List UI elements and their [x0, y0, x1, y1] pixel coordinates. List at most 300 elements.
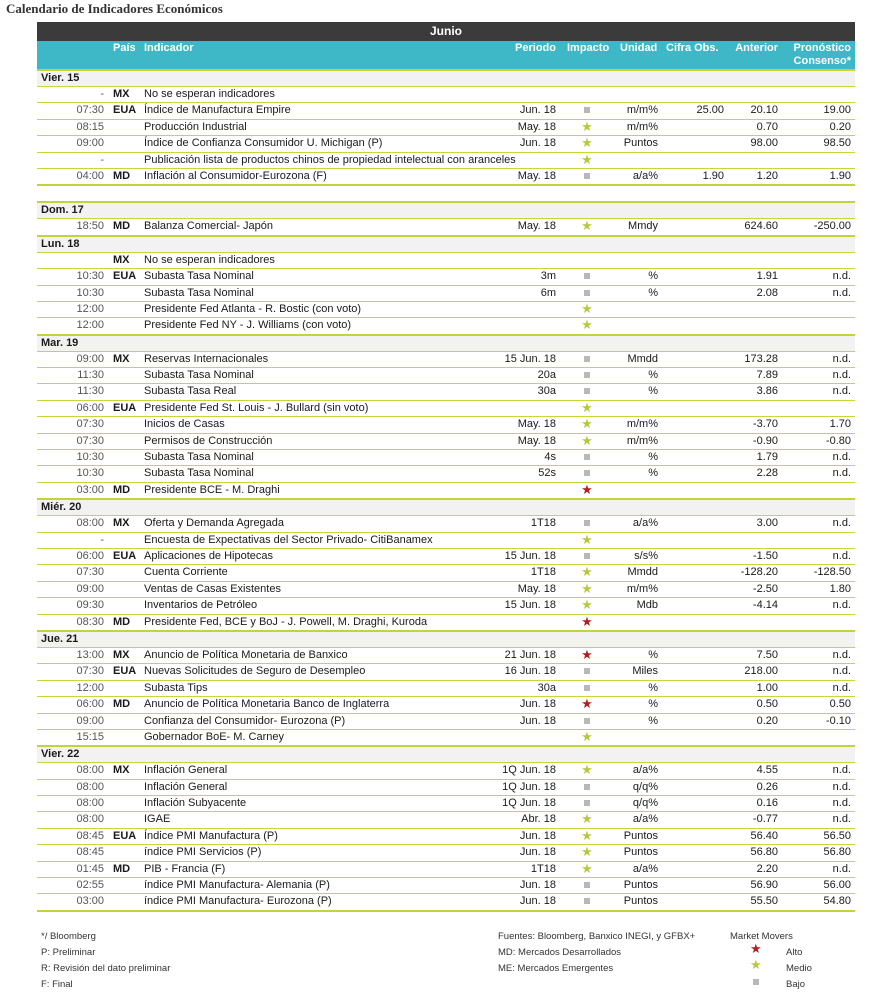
indicator-cell: Presidente BCE - M. Draghi	[144, 483, 280, 496]
time-cell: 11:30	[77, 369, 104, 382]
previous-cell: 0.70	[756, 120, 778, 133]
unit-cell: %	[648, 648, 658, 661]
table-row	[37, 383, 855, 399]
table-row	[37, 515, 855, 531]
col-pais: País	[113, 42, 136, 54]
indicator-cell: Índice PMI Manufactura (P)	[144, 829, 278, 842]
note-final: F: Final	[41, 979, 73, 990]
red-star-icon: ★	[581, 646, 593, 662]
period-cell: May. 18	[517, 220, 556, 233]
time-cell: 07:30	[76, 566, 104, 579]
unit-cell: %	[648, 270, 658, 283]
gray-square-icon	[584, 800, 590, 806]
period-cell: 52s	[538, 467, 556, 480]
period-cell: 15 Jun. 18	[504, 549, 556, 562]
unit-cell: Puntos	[623, 879, 658, 892]
time-cell: 06:00	[76, 698, 104, 711]
table-row	[37, 532, 855, 548]
country-cell: MD	[113, 169, 131, 182]
unit-cell: %	[648, 698, 658, 711]
green-star-icon: ★	[581, 135, 593, 151]
impact-cell	[579, 319, 595, 333]
unit-cell: Puntos	[623, 895, 658, 908]
time-cell: 06:00	[76, 549, 104, 562]
country-cell: MD	[113, 220, 131, 233]
green-star-icon: ★	[581, 218, 593, 234]
day-header	[37, 630, 855, 647]
impact-cell	[579, 399, 595, 416]
table-row	[37, 317, 855, 333]
previous-cell: 7.89	[756, 369, 778, 382]
previous-cell: -1.50	[752, 549, 778, 562]
forecast-cell: n.d.	[832, 862, 851, 875]
forecast-cell: 0.50	[829, 698, 851, 711]
country-cell: MD	[113, 483, 131, 496]
time-cell: 08:00	[76, 813, 104, 826]
country-cell: EUA	[113, 270, 137, 283]
gray-square-icon	[584, 520, 590, 526]
impact-cell	[579, 846, 595, 860]
gray-square-icon	[584, 173, 590, 179]
time-cell: 07:30	[76, 418, 104, 431]
impact-cell	[579, 481, 595, 498]
forecast-cell: 0.20	[829, 120, 851, 133]
table-row	[37, 795, 855, 811]
gray-square-icon	[584, 107, 590, 113]
unit-cell: a/a%	[632, 764, 658, 777]
impact-cell	[579, 137, 595, 151]
time-cell: 09:00	[76, 582, 104, 595]
green-star-icon: ★	[581, 860, 593, 876]
previous-cell: 2.20	[756, 862, 778, 875]
col-impacto: Impacto	[567, 42, 610, 54]
time-cell: 01:45	[76, 862, 104, 875]
indicator-cell: índice PMI Servicios (P)	[144, 846, 262, 859]
forecast-cell: n.d.	[832, 813, 851, 826]
previous-cell: 0.16	[756, 797, 778, 810]
time-cell: 10:30	[76, 270, 104, 283]
period-cell: May. 18	[517, 120, 556, 133]
impact-cell	[579, 300, 595, 317]
period-cell: 1Q Jun. 18	[502, 797, 556, 810]
indicator-cell: Oferta y Demanda Agregada	[144, 517, 285, 530]
indicator-cell: No se esperan indicadores	[144, 88, 275, 100]
period-cell: 30a	[537, 681, 556, 694]
col-indicador: Indicador	[144, 42, 194, 54]
period-cell: 15 Jun. 18	[504, 352, 556, 365]
time-cell: 10:30	[76, 286, 104, 299]
impact-cell	[579, 879, 595, 892]
period-cell: May. 18	[517, 582, 556, 595]
forecast-cell: n.d.	[832, 385, 851, 398]
day-label: Jue. 21	[41, 632, 79, 645]
period-cell: May. 18	[517, 434, 556, 447]
time-cell: 03:00	[76, 895, 104, 908]
indicator-cell: Cuenta Corriente	[144, 566, 228, 579]
table-row	[37, 252, 855, 268]
forecast-cell: n.d.	[832, 599, 851, 612]
day-header	[37, 745, 855, 762]
table-row	[37, 597, 855, 613]
table-row	[37, 680, 855, 696]
time-cell: 07:30	[76, 104, 104, 117]
day-header	[37, 334, 855, 351]
previous-cell: 3.86	[756, 385, 778, 398]
day-label: Dom. 17	[41, 204, 84, 217]
impact-cell	[579, 781, 595, 794]
country-cell: MX	[113, 648, 130, 661]
gray-square-icon	[584, 668, 590, 674]
page-title: Calendario de Indicadores Económicos	[6, 1, 223, 16]
time-cell: 10:30	[76, 451, 104, 464]
table-row	[37, 86, 855, 102]
forecast-cell: n.d.	[832, 797, 851, 810]
green-star-icon: ★	[581, 118, 593, 134]
impact-cell	[579, 797, 595, 810]
impact-cell	[579, 118, 595, 135]
time-cell: 12:00	[76, 681, 104, 694]
forecast-cell: n.d.	[832, 517, 851, 530]
previous-cell: -2.50	[752, 582, 778, 595]
green-star-icon: ★	[581, 597, 593, 613]
gray-square-icon	[584, 470, 590, 476]
table-row	[37, 433, 855, 449]
previous-cell: 218.00	[744, 665, 778, 678]
red-star-icon: ★	[581, 613, 593, 629]
table-row	[37, 367, 855, 383]
previous-cell: 2.08	[756, 286, 778, 299]
previous-cell: 2.28	[756, 467, 778, 480]
table-row	[37, 218, 855, 234]
previous-cell: 0.50	[756, 698, 778, 711]
green-star-icon: ★	[581, 728, 593, 744]
impact-cell	[579, 517, 595, 530]
forecast-cell: 19.00	[823, 104, 851, 117]
green-star-icon: ★	[581, 317, 593, 333]
unit-cell: m/m%	[626, 120, 658, 133]
indicator-cell: Ventas de Casas Existentes	[144, 582, 281, 595]
green-star-icon: ★	[581, 432, 593, 448]
forecast-cell: n.d.	[832, 764, 851, 777]
indicator-cell: índice PMI Manufactura- Eurozona (P)	[144, 895, 332, 908]
table-row	[37, 400, 855, 416]
legend-title: Market Movers	[730, 931, 793, 942]
indicator-cell: Presidente Fed NY - J. Williams (con voto)	[144, 319, 352, 332]
table-row	[37, 301, 855, 317]
time-cell: 09:30	[76, 599, 104, 612]
indicator-cell: Presidente Fed St. Louis - J. Bullard (sin voto)	[144, 401, 369, 414]
gray-square-icon	[584, 685, 590, 691]
time-cell: 03:00	[76, 483, 104, 496]
observed-cell: 25.00	[696, 104, 724, 117]
impact-cell	[579, 550, 595, 563]
section-spacer	[37, 184, 855, 201]
impact-cell	[579, 287, 595, 300]
forecast-cell: n.d.	[832, 352, 851, 365]
previous-cell: -4.14	[752, 599, 778, 612]
impact-cell	[579, 220, 595, 234]
gray-square-icon	[584, 290, 590, 296]
forecast-cell: 54.80	[823, 895, 851, 908]
indicator-cell: Nuevas Solicitudes de Seguro de Desempleo	[144, 665, 366, 678]
indicator-cell: Subasta Tasa Nominal	[144, 369, 254, 382]
period-cell: 1T18	[530, 517, 556, 530]
unit-cell: %	[648, 369, 658, 382]
time-cell: 08:45	[76, 829, 104, 842]
green-star-icon: ★	[581, 399, 593, 415]
country-cell: MX	[113, 517, 130, 530]
unit-cell: a/a%	[632, 862, 658, 875]
period-cell: May. 18	[517, 169, 556, 182]
impact-cell	[579, 566, 595, 580]
forecast-cell: n.d.	[832, 681, 851, 694]
impact-cell	[579, 764, 595, 778]
time-cell: 08:00	[76, 780, 104, 793]
indicator-cell: Inflación al Consumidor-Eurozona (F)	[144, 169, 327, 182]
table-row	[37, 729, 855, 745]
unit-cell: %	[648, 714, 658, 727]
unit-cell: Mmdd	[627, 352, 658, 365]
indicator-cell: Reservas Internacionales	[144, 352, 269, 365]
forecast-cell: 1.90	[829, 169, 851, 182]
table-row	[37, 119, 855, 135]
forecast-cell: 56.00	[823, 879, 851, 892]
unit-cell: Puntos	[623, 846, 658, 859]
green-star-icon: ★	[581, 564, 593, 580]
green-star-icon: ★	[581, 300, 593, 316]
table-row	[37, 351, 855, 367]
unit-cell: %	[648, 467, 658, 480]
impact-cell	[579, 104, 595, 117]
previous-cell: -3.70	[752, 418, 778, 431]
forecast-cell: 56.50	[823, 829, 851, 842]
previous-cell: 20.10	[750, 104, 778, 117]
day-label: Miér. 20	[41, 501, 82, 514]
table-row	[37, 811, 855, 827]
unit-cell: q/q%	[632, 797, 658, 810]
unit-cell: m/m%	[626, 582, 658, 595]
forecast-cell: n.d.	[832, 648, 851, 661]
gray-square-icon	[584, 356, 590, 362]
forecast-cell: n.d.	[832, 286, 851, 299]
note-revision: R: Revisión del dato preliminar	[41, 963, 171, 974]
legend-medio: Medio	[786, 963, 812, 974]
source-note: Fuentes: Bloomberg, Banxico INEGI, y GFBX+	[498, 931, 696, 942]
observed-cell: 1.90	[702, 169, 724, 182]
impact-cell	[579, 580, 595, 597]
time-cell: 07:30	[76, 665, 104, 678]
gray-square-icon	[753, 979, 759, 985]
forecast-cell: 1.70	[829, 418, 851, 431]
green-star-icon: ★	[581, 811, 593, 827]
previous-cell: 624.60	[744, 220, 778, 233]
previous-cell: 1.00	[756, 681, 778, 694]
country-cell: MD	[113, 615, 131, 628]
period-cell: Jun. 18	[519, 137, 556, 150]
md-note: MD: Mercados Desarrollados	[498, 947, 622, 958]
unit-cell: %	[648, 286, 658, 299]
table-row	[37, 416, 855, 432]
unit-cell: s/s%	[634, 549, 658, 562]
previous-cell: 173.28	[744, 352, 778, 365]
unit-cell: m/m%	[626, 418, 658, 431]
table-row	[37, 135, 855, 151]
indicator-cell: Subasta Tasa Nominal	[144, 467, 254, 480]
forecast-cell: -128.50	[813, 566, 851, 579]
indicator-cell: Índice de Manufactura Empire	[144, 104, 291, 117]
time-cell: 07:30	[76, 434, 104, 447]
day-header	[37, 201, 855, 218]
time-cell: 04:00	[76, 169, 104, 182]
period-cell: 20a	[537, 369, 556, 382]
previous-cell: 3.00	[756, 517, 778, 530]
forecast-cell: n.d.	[832, 451, 851, 464]
table-row	[37, 647, 855, 663]
indicator-cell: Inflación Subyacente	[144, 797, 247, 810]
table-end-rule	[37, 910, 855, 912]
impact-cell	[579, 353, 595, 366]
period-cell: May. 18	[517, 418, 556, 431]
gray-square-icon	[584, 454, 590, 460]
day-label: Vier. 15	[41, 72, 80, 84]
previous-cell: 56.80	[750, 846, 778, 859]
period-cell: Abr. 18	[521, 813, 556, 826]
table-row	[37, 102, 855, 118]
indicator-cell: Inicios de Casas	[144, 418, 225, 431]
table-row	[37, 449, 855, 465]
table-row	[37, 465, 855, 481]
table-row	[37, 844, 855, 860]
time-cell: 08:00	[76, 517, 104, 530]
indicator-cell: índice PMI Manufactura- Alemania (P)	[144, 879, 330, 892]
impact-cell	[579, 151, 595, 168]
legend-bajo: Bajo	[786, 979, 806, 990]
day-label: Mar. 19	[41, 336, 79, 349]
table-row	[37, 877, 855, 893]
indicator-cell: Subasta Tasa Nominal	[144, 270, 254, 283]
previous-cell: 7.50	[756, 648, 778, 661]
red-star-icon: ★	[581, 696, 593, 712]
table-row	[37, 548, 855, 564]
table-header	[37, 41, 855, 69]
time-cell: -	[100, 533, 104, 546]
table-row	[37, 861, 855, 877]
day-label: Vier. 22	[41, 748, 80, 761]
period-cell: 21 Jun. 18	[504, 648, 556, 661]
month-bar: Junio	[37, 22, 855, 41]
red-star-icon: ★	[581, 481, 593, 497]
time-cell: 09:00	[76, 352, 104, 365]
previous-cell: 1.91	[756, 270, 778, 283]
calendar-table	[37, 69, 855, 912]
unit-cell: %	[648, 385, 658, 398]
unit-cell: a/a%	[632, 813, 658, 826]
indicator-cell: Anuncio de Política Monetaria de Banxico	[144, 648, 348, 661]
indicator-cell: Producción Industrial	[144, 120, 247, 133]
time-cell: 08:00	[76, 764, 104, 777]
time-cell: 08:15	[76, 120, 104, 133]
indicator-cell: Inflación General	[144, 764, 228, 777]
indicator-cell: Presidente Fed Atlanta - R. Bostic (con voto)	[144, 302, 362, 315]
time-cell: 06:00	[76, 401, 104, 414]
time-cell: 18:50	[76, 220, 104, 233]
previous-cell: 1.79	[756, 451, 778, 464]
unit-cell: q/q%	[632, 780, 658, 793]
impact-cell	[579, 698, 595, 712]
gray-square-icon	[584, 273, 590, 279]
indicator-cell: No se esperan indicadores	[144, 253, 275, 266]
note-bloomberg: */ Bloomberg	[41, 931, 96, 942]
col-periodo: Periodo	[515, 42, 556, 54]
time-cell: 08:45	[76, 846, 104, 859]
forecast-cell: 98.50	[823, 137, 851, 150]
previous-cell: -0.77	[752, 813, 778, 826]
impact-cell	[579, 813, 595, 827]
impact-cell	[579, 613, 595, 630]
impact-cell	[579, 646, 595, 663]
previous-cell: 56.90	[750, 879, 778, 892]
period-cell: 1Q Jun. 18	[502, 764, 556, 777]
table-row	[37, 168, 855, 184]
me-note: ME: Mercados Emergentes	[498, 963, 614, 974]
green-star-icon: ★	[581, 827, 593, 843]
day-label: Lun. 18	[41, 237, 80, 250]
gray-square-icon	[584, 553, 590, 559]
day-header	[37, 498, 855, 515]
period-cell: Jun. 18	[519, 895, 556, 908]
forecast-cell: n.d.	[832, 369, 851, 382]
indicator-cell: Inventarios de Petróleo	[144, 599, 258, 612]
gray-square-icon	[584, 882, 590, 888]
time-cell: 10:30	[76, 467, 104, 480]
time-cell: 15:15	[76, 730, 104, 743]
col-pronostico: Pronóstico	[793, 42, 851, 54]
period-cell: Jun. 18	[519, 698, 556, 711]
period-cell: Jun. 18	[519, 104, 556, 117]
period-cell: Jun. 18	[519, 714, 556, 727]
period-cell: Jun. 18	[519, 879, 556, 892]
time-cell: 09:00	[76, 714, 104, 727]
unit-cell: Puntos	[623, 137, 658, 150]
impact-cell	[579, 715, 595, 728]
period-cell: 1T18	[530, 862, 556, 875]
country-cell: EUA	[113, 401, 137, 414]
unit-cell: Mdb	[636, 599, 658, 612]
country-cell: MX	[113, 352, 130, 365]
indicator-cell: Anuncio de Política Monetaria Banco de Inglaterra	[144, 698, 390, 711]
unit-cell: %	[648, 451, 658, 464]
impact-cell	[579, 895, 595, 908]
country-cell: MD	[113, 862, 131, 875]
day-header	[37, 69, 855, 86]
previous-cell: 56.40	[750, 829, 778, 842]
indicator-cell: Confianza del Consumidor- Eurozona (P)	[144, 714, 346, 727]
table-row	[37, 713, 855, 729]
time-cell: 08:00	[76, 797, 104, 810]
time-cell: 13:00	[76, 648, 104, 661]
gray-square-icon	[584, 898, 590, 904]
col-anterior: Anterior	[735, 42, 778, 54]
unit-cell: Mmdy	[628, 220, 658, 233]
time-cell: 02:55	[76, 879, 104, 892]
period-cell: 6m	[540, 286, 556, 299]
period-cell: 4s	[544, 451, 556, 464]
green-star-icon: ★	[581, 844, 593, 860]
table-row	[37, 762, 855, 778]
indicator-cell: Permisos de Construcción	[144, 434, 273, 447]
impact-cell	[579, 270, 595, 283]
previous-cell: 4.55	[756, 764, 778, 777]
